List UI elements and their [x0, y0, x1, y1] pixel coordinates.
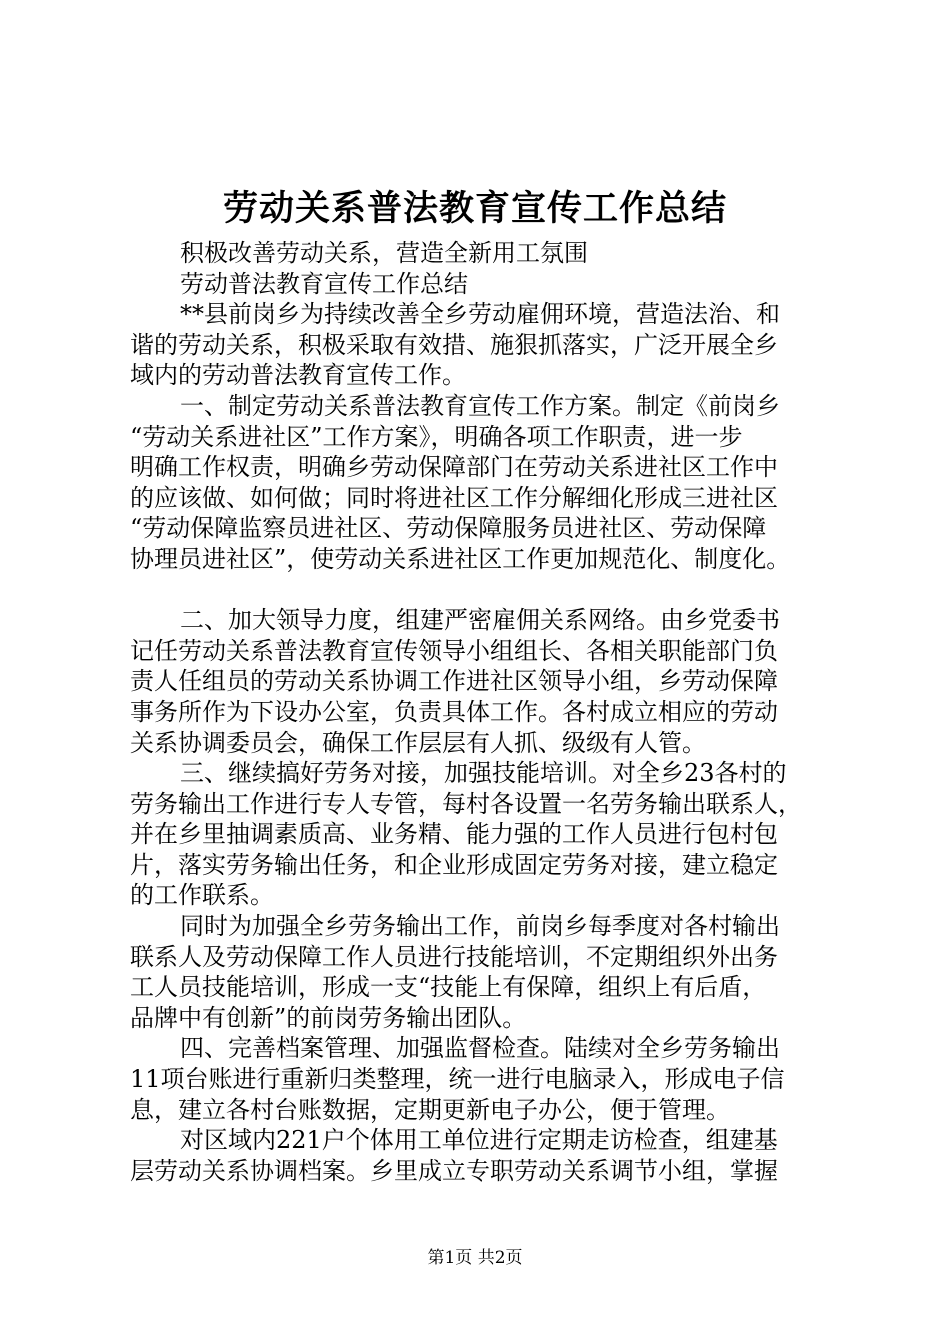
text-line: 明确工作权责，明确乡劳动保障部门在劳动关系进社区工作中: [130, 453, 778, 482]
text-line: 事务所作为下设办公室，负责具体工作。各村成立相应的劳动: [130, 697, 778, 726]
text-line: 域内的劳动普法教育宣传工作。: [130, 361, 466, 390]
text-line: 二、加大领导力度，组建严密雇佣关系网络。由乡党委书: [180, 606, 780, 635]
text-line: 片，落实劳务输出任务，和企业形成固定劳务对接，建立稳定: [130, 850, 778, 879]
document-title: 劳动关系普法教育宣传工作总结: [222, 188, 727, 229]
text-line: 记任劳动关系普法教育宣传领导小组组长、各相关职能部门负: [130, 636, 778, 665]
text-line: 息，建立各村台账数据，定期更新电子办公，便于管理。: [130, 1095, 730, 1124]
text-line: 的应该做、如何做；同时将进社区工作分解细化形成三进社区: [130, 483, 778, 512]
text-line: 积极改善劳动关系，营造全新用工氛围: [180, 239, 588, 267]
text-line: “劳动关系进社区”工作方案》，明确各项工作职责，进一步: [130, 422, 743, 451]
text-line: 劳动普法教育宣传工作总结: [180, 269, 468, 298]
text-line: 协理员进社区”，使劳动关系进社区工作更加规范化、制度化。: [130, 544, 791, 573]
text-line: 工人员技能培训，形成一支“技能上有保障，组织上有后盾，: [130, 973, 767, 1002]
text-line: 品牌中有创新”的前岗劳务输出团队。: [130, 1003, 527, 1032]
blank-line: [130, 575, 840, 606]
document-body: [130, 238, 840, 1186]
text-line: 关系协调委员会，确保工作层层有人抓、级级有人管。: [130, 728, 706, 757]
text-line: 11项台账进行重新归类整理，统一进行电脑录入，形成电子信: [130, 1065, 785, 1094]
text-line: 一、制定劳动关系普法教育宣传工作方案。制定《前岗乡: [180, 391, 780, 420]
text-line: 联系人及劳动保障工作人员进行技能培训，不定期组织外出务: [130, 942, 778, 971]
text-line: 同时为加强全乡劳务输出工作，前岗乡每季度对各村输出: [180, 912, 780, 941]
text-line: 层劳动关系协调档案。乡里成立专职劳动关系调节小组，掌握: [130, 1156, 778, 1185]
page-footer: 第1页 共2页: [427, 1248, 523, 1268]
text-line: **县前岗乡为持续改善全乡劳动雇佣环境，营造法治、和: [180, 300, 780, 329]
text-line: “劳动保障监察员进社区、劳动保障服务员进社区、劳动保障: [130, 514, 767, 543]
text-line: 谐的劳动关系，积极采取有效措、施狠抓落实，广泛开展全乡: [130, 330, 778, 359]
text-line: 责人任组员的劳动关系协调工作进社区领导小组，乡劳动保障: [130, 667, 778, 696]
text-line: 并在乡里抽调素质高、业务精、能力强的工作人员进行包村包: [130, 820, 778, 849]
text-line: 的工作联系。: [130, 881, 274, 910]
text-line: 对区域内221户个体用工单位进行定期走访检查，组建基: [180, 1126, 778, 1155]
text-line: 劳务输出工作进行专人专管，每村各设置一名劳务输出联系人，: [130, 789, 802, 818]
text-line: 三、继续搞好劳务对接，加强技能培训。对全乡23各村的: [180, 759, 787, 788]
text-line: 四、完善档案管理、加强监督检查。陆续对全乡劳务输出: [180, 1034, 780, 1063]
